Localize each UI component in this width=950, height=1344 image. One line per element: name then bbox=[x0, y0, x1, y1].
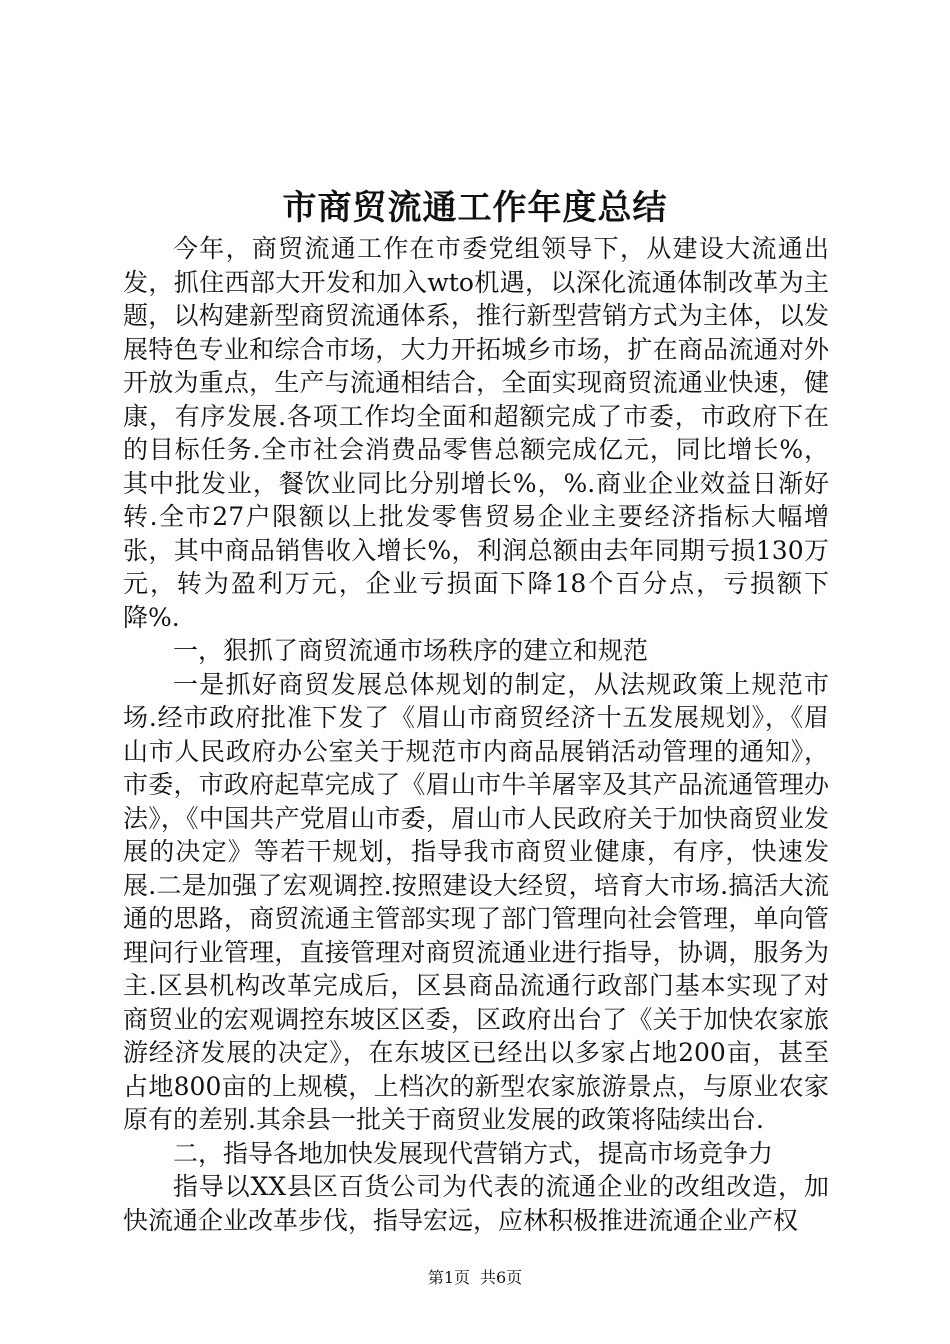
section-heading-2: 二，指导各地加快发展现代营销方式，提高市场竞争力 bbox=[173, 1138, 774, 1168]
page-total: 共6页 bbox=[480, 1268, 523, 1287]
paragraph-intro: 今年，商贸流通工作在市委党组领导下，从建设大流通出发，抓住西部大开发和加入wto机遇，以深化流通体制改革为主题，以构建新型商贸流通体系，推行新型营销方式为主体，以发展特色专业和综合市场，大力开拓城乡市场，扩在商品流通对外开放为重点，生产与流通相结合，全面实现商贸流通业快速，健康，有序发展.各项工作均全面和超额完成了市委，市政府下在的目标任务.全市社会消费品零售总额完成亿元，同比增长%，其中批发业，餐饮业同比分别增长%，%.商业企业效益日渐好转.全市27户限额以上批发零售贸易企业主要经济指标大幅增张，其中商品销售收入增长%，利润总额由去年同期亏损130万元，转为盈利万元，企业亏损面下降18个百分点，亏损额下降%. bbox=[123, 234, 829, 632]
document-body bbox=[123, 232, 829, 1237]
paragraph-section-2: 指导以XX县区百货公司为代表的流通企业的改组改造，加快流通企业改革步伐，指导宏远，应林积极推进流通企业产权 bbox=[123, 1172, 829, 1235]
page-number: 第1页 bbox=[427, 1268, 470, 1287]
page-footer bbox=[0, 1268, 950, 1288]
paragraph-section-1: 一是抓好商贸发展总体规划的制定，从法规政策上规范市场.经市政府批准下发了《眉山市商贸经济十五发展规划》，《眉山市人民政府办公室关于规范市内商品展销活动管理的通知》，市委，市政府起草完成了《眉山市牛羊屠宰及其产品流通管理办法》，《中国共产党眉山市委，眉山市人民政府关于加快商贸业发展的决定》等若干规划，指导我市商贸业健康，有序，快速发展.二是加强了宏观调控.按照建设大经贸，培育大市场.搞活大流通的思路，商贸流通主管部实现了部门管理向社会管理，单向管理问行业管理，直接管理对商贸流通业进行指导，协调，服务为主.区县机构改革完成后，区县商品流通行政部门基本实现了对商贸业的宏观调控东坡区区委，区政府出台了《关于加快农家旅游经济发展的决定》，在东坡区已经出以多家占地200亩，甚至占地800亩的上规模，上档次的新型农家旅游景点，与原业农家原有的差别.其余县一批关于商贸业发展的政策将陆续出台. bbox=[123, 669, 829, 1134]
document-title: 市商贸流通工作年度总结 bbox=[282, 188, 668, 228]
section-heading-1: 一，狠抓了商贸流通市场秩序的建立和规范 bbox=[173, 636, 649, 665]
